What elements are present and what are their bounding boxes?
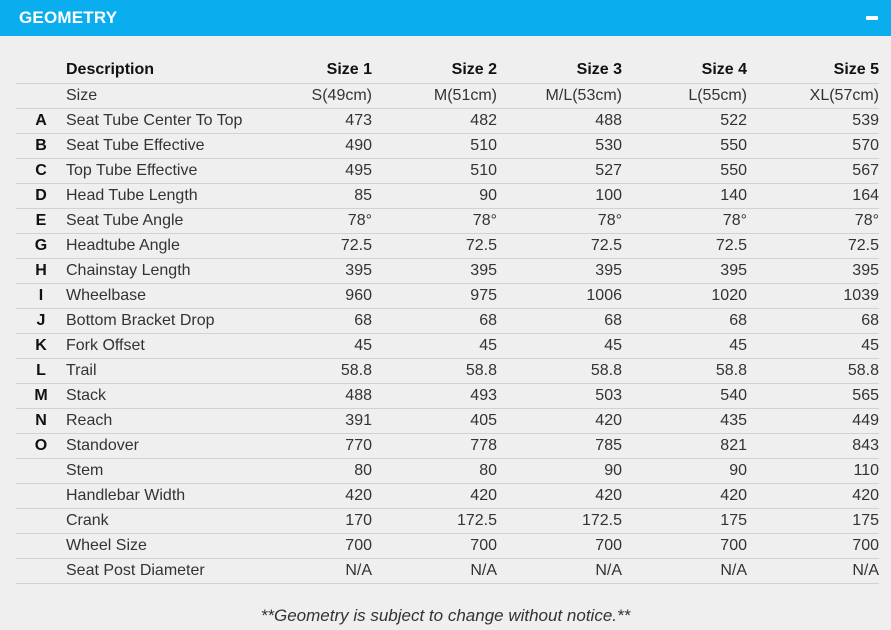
row-description: Seat Tube Angle <box>66 208 263 233</box>
size-2-value: N/A <box>372 558 497 583</box>
size-3-value: 488 <box>497 108 622 133</box>
size-4-value: 522 <box>622 108 747 133</box>
size-2-value: 510 <box>372 133 497 158</box>
row-description: Headtube Angle <box>66 233 263 258</box>
table-row <box>16 233 879 258</box>
row-description: Reach <box>66 408 263 433</box>
table-row <box>16 133 879 158</box>
size-3-value: 785 <box>497 433 622 458</box>
size-1-value: 85 <box>263 183 372 208</box>
size-4-value: 72.5 <box>622 233 747 258</box>
size-4-value: 140 <box>622 183 747 208</box>
table-row <box>16 533 879 558</box>
size-4-value: 821 <box>622 433 747 458</box>
size-2-value: M(51cm) <box>372 83 497 108</box>
row-description: Bottom Bracket Drop <box>66 308 263 333</box>
size-1-value: 45 <box>263 333 372 358</box>
size-1-value: N/A <box>263 558 372 583</box>
column-header-size-1: Size 1 <box>263 58 372 83</box>
row-description: Stem <box>66 458 263 483</box>
size-3-value: 58.8 <box>497 358 622 383</box>
size-5-value: 78° <box>747 208 879 233</box>
size-5-value: N/A <box>747 558 879 583</box>
row-letter: L <box>16 358 66 383</box>
size-1-value: 72.5 <box>263 233 372 258</box>
size-3-value: 503 <box>497 383 622 408</box>
size-5-value: 58.8 <box>747 358 879 383</box>
size-2-value: 482 <box>372 108 497 133</box>
size-5-value: 68 <box>747 308 879 333</box>
size-3-value: 1006 <box>497 283 622 308</box>
size-5-value: 700 <box>747 533 879 558</box>
size-3-value: M/L(53cm) <box>497 83 622 108</box>
row-description: Seat Post Diameter <box>66 558 263 583</box>
table-row <box>16 433 879 458</box>
size-3-value: 100 <box>497 183 622 208</box>
row-letter <box>16 83 66 108</box>
row-description: Crank <box>66 508 263 533</box>
size-1-value: 473 <box>263 108 372 133</box>
size-3-value: 72.5 <box>497 233 622 258</box>
column-header-size-2: Size 2 <box>372 58 497 83</box>
column-header-description: Description <box>66 58 263 83</box>
row-description: Seat Tube Center To Top <box>66 108 263 133</box>
size-3-value: 527 <box>497 158 622 183</box>
size-5-value: 45 <box>747 333 879 358</box>
row-letter: O <box>16 433 66 458</box>
size-5-value: 539 <box>747 108 879 133</box>
size-2-value: 420 <box>372 483 497 508</box>
size-4-value: N/A <box>622 558 747 583</box>
row-description: Wheelbase <box>66 283 263 308</box>
size-1-value: 68 <box>263 308 372 333</box>
size-2-value: 78° <box>372 208 497 233</box>
size-5-value: 570 <box>747 133 879 158</box>
size-5-value: 420 <box>747 483 879 508</box>
size-3-value: 420 <box>497 483 622 508</box>
row-letter: H <box>16 258 66 283</box>
table-row <box>16 383 879 408</box>
size-4-value: 45 <box>622 333 747 358</box>
row-description: Head Tube Length <box>66 183 263 208</box>
size-2-value: 395 <box>372 258 497 283</box>
size-5-value: 72.5 <box>747 233 879 258</box>
geometry-panel-header[interactable] <box>0 0 891 36</box>
size-1-value: 960 <box>263 283 372 308</box>
row-letter <box>16 508 66 533</box>
size-3-value: 45 <box>497 333 622 358</box>
size-1-value: 78° <box>263 208 372 233</box>
row-description: Handlebar Width <box>66 483 263 508</box>
size-1-value: 170 <box>263 508 372 533</box>
panel-title: GEOMETRY <box>19 8 118 27</box>
size-2-value: 172.5 <box>372 508 497 533</box>
size-5-value: 395 <box>747 258 879 283</box>
size-2-value: 68 <box>372 308 497 333</box>
size-4-value: L(55cm) <box>622 83 747 108</box>
size-3-value: 68 <box>497 308 622 333</box>
size-1-value: 490 <box>263 133 372 158</box>
row-letter <box>16 458 66 483</box>
size-1-value: 700 <box>263 533 372 558</box>
table-row <box>16 283 879 308</box>
row-letter: M <box>16 383 66 408</box>
size-4-value: 540 <box>622 383 747 408</box>
row-letter: C <box>16 158 66 183</box>
size-2-value: 975 <box>372 283 497 308</box>
size-3-value: 700 <box>497 533 622 558</box>
table-row <box>16 83 879 108</box>
header-letter-cell <box>16 58 66 83</box>
table-row <box>16 308 879 333</box>
row-letter: J <box>16 308 66 333</box>
collapse-button[interactable] <box>862 8 882 28</box>
size-5-value: 843 <box>747 433 879 458</box>
row-description: Trail <box>66 358 263 383</box>
size-5-value: 175 <box>747 508 879 533</box>
size-3-value: 530 <box>497 133 622 158</box>
size-1-value: 420 <box>263 483 372 508</box>
size-4-value: 78° <box>622 208 747 233</box>
table-row <box>16 483 879 508</box>
row-letter: E <box>16 208 66 233</box>
size-2-value: 405 <box>372 408 497 433</box>
row-description: Top Tube Effective <box>66 158 263 183</box>
column-header-size-3: Size 3 <box>497 58 622 83</box>
size-3-value: 420 <box>497 408 622 433</box>
size-5-value: 449 <box>747 408 879 433</box>
size-4-value: 1020 <box>622 283 747 308</box>
row-letter: A <box>16 108 66 133</box>
size-2-value: 778 <box>372 433 497 458</box>
size-4-value: 550 <box>622 158 747 183</box>
row-letter: D <box>16 183 66 208</box>
geometry-table <box>16 58 879 584</box>
row-letter: I <box>16 283 66 308</box>
size-4-value: 550 <box>622 133 747 158</box>
size-3-value: 395 <box>497 258 622 283</box>
table-row <box>16 258 879 283</box>
size-4-value: 58.8 <box>622 358 747 383</box>
size-2-value: 700 <box>372 533 497 558</box>
table-row <box>16 158 879 183</box>
size-5-value: XL(57cm) <box>747 83 879 108</box>
row-description: Seat Tube Effective <box>66 133 263 158</box>
table-row <box>16 108 879 133</box>
size-2-value: 72.5 <box>372 233 497 258</box>
row-letter: B <box>16 133 66 158</box>
row-description: Chainstay Length <box>66 258 263 283</box>
size-1-value: 58.8 <box>263 358 372 383</box>
row-description: Size <box>66 83 263 108</box>
table-row <box>16 333 879 358</box>
table-row <box>16 358 879 383</box>
size-1-value: 391 <box>263 408 372 433</box>
row-letter <box>16 483 66 508</box>
size-1-value: S(49cm) <box>263 83 372 108</box>
row-description: Wheel Size <box>66 533 263 558</box>
size-3-value: 78° <box>497 208 622 233</box>
size-5-value: 1039 <box>747 283 879 308</box>
size-2-value: 493 <box>372 383 497 408</box>
size-3-value: N/A <box>497 558 622 583</box>
size-4-value: 68 <box>622 308 747 333</box>
size-4-value: 435 <box>622 408 747 433</box>
row-letter: K <box>16 333 66 358</box>
row-letter <box>16 558 66 583</box>
table-row <box>16 458 879 483</box>
size-4-value: 90 <box>622 458 747 483</box>
row-letter <box>16 533 66 558</box>
row-description: Standover <box>66 433 263 458</box>
size-1-value: 770 <box>263 433 372 458</box>
size-4-value: 395 <box>622 258 747 283</box>
size-1-value: 488 <box>263 383 372 408</box>
geometry-table-body <box>16 83 879 583</box>
size-2-value: 510 <box>372 158 497 183</box>
size-4-value: 175 <box>622 508 747 533</box>
row-letter: G <box>16 233 66 258</box>
table-row <box>16 558 879 583</box>
table-row <box>16 408 879 433</box>
size-5-value: 565 <box>747 383 879 408</box>
size-1-value: 80 <box>263 458 372 483</box>
table-row <box>16 183 879 208</box>
table-row <box>16 508 879 533</box>
table-header-row <box>16 58 879 83</box>
size-5-value: 164 <box>747 183 879 208</box>
size-4-value: 700 <box>622 533 747 558</box>
size-2-value: 45 <box>372 333 497 358</box>
size-1-value: 395 <box>263 258 372 283</box>
row-description: Stack <box>66 383 263 408</box>
minus-icon <box>866 16 878 20</box>
size-2-value: 90 <box>372 183 497 208</box>
size-5-value: 567 <box>747 158 879 183</box>
size-4-value: 420 <box>622 483 747 508</box>
size-3-value: 172.5 <box>497 508 622 533</box>
column-header-size-5: Size 5 <box>747 58 879 83</box>
size-1-value: 495 <box>263 158 372 183</box>
size-3-value: 90 <box>497 458 622 483</box>
size-2-value: 58.8 <box>372 358 497 383</box>
geometry-notice: **Geometry is subject to change without notice.** <box>260 606 631 625</box>
table-row <box>16 208 879 233</box>
row-description: Fork Offset <box>66 333 263 358</box>
size-5-value: 110 <box>747 458 879 483</box>
row-letter: N <box>16 408 66 433</box>
column-header-size-4: Size 4 <box>622 58 747 83</box>
size-2-value: 80 <box>372 458 497 483</box>
